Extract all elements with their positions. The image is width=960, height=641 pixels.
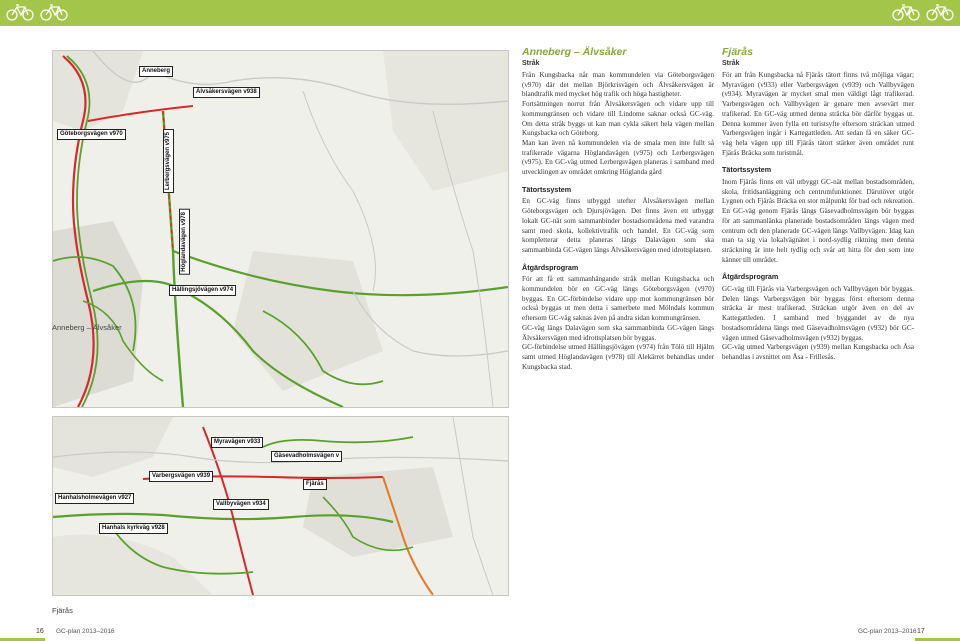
paragraph: För att få ett sammanhängande stråk mellan Kungsbacka och kommundelen bör en GC-väg längs Göteborgsvägen (v970) byggas. En GC-förbindelse vidare upp mot kommungränsen bör också byggas ut men detta i samerbete med Mölndals kommun eftersom GC-väg saknas även på andra sidan kommungränsen. (522, 275, 714, 323)
footer-text-right: GC-plan 2013–2016 (858, 628, 917, 635)
top-banner (0, 0, 960, 26)
map-graphic (53, 417, 508, 595)
road-label-varbergsvagen: Varbergsvägen v939 (149, 471, 213, 482)
road-label-goteborgsvagen: Göteborgsvägen v970 (57, 129, 126, 140)
paragraph: Man kan även nå kommundelen via de smala men inte fullt så trafikerade vägarna Höglandavägen (v975) och Lerbergsvägen (v975). En GC-väg utmed Lerbergsvägen planeras i samband med utvecklingen av området omkring Höglanda gård (522, 138, 714, 177)
bicycle-icon (892, 3, 920, 21)
footer-text-left: GC-plan 2013–2016 (56, 628, 115, 635)
road-label-alvsakersvagen: Älvsåkersvägen v938 (193, 87, 260, 98)
road-label-gasevadholmsvagen: Gäsevadholmsvägen v (271, 451, 342, 462)
subheading-atgardsprogram: Åtgärdsprogram (522, 262, 579, 272)
bicycle-icon (6, 3, 34, 21)
road-label-vallbyvagen: Vallbyvägen v934 (213, 499, 269, 510)
road-label-hanhalsholmevagen: Hanhalsholmevägen v927 (55, 493, 134, 504)
paragraph: GC-väg till Fjärås via Varbergsvägen och Vallbyvägen bör byggas. Delen längs Varbergsvägen bör byggas först eftersom denna sträcka är mest trafikerad. Sträckan utgör även en del av Kattegattleden. I samband med byggandet av de nya bostadsområdena längs med Gäsevadholmsvägen (v932) bör GC-vägen utmed Gäsevadholmsvägen (v932) byggas. (722, 285, 914, 342)
section-subtitle-strak: Stråk (722, 60, 740, 67)
paragraph: En GC-väg finns utbyggd utefter Älvsåkersvägen mellan Göteborgsvägen och Djursjövägen. Det finns även ett utbyggt lokalt GC-nät som sammanbinder bostadsområdena med varandra samt med skola, kollektivtrafik och handel. En GC-väg som kompletterar detta planeras längs Dalavägen som ska sammanbinda GC-vägen längs Älvsåkersvägen med idrottsplatsen. (522, 197, 714, 254)
text-column-anneberg (522, 71, 714, 372)
paragraph: GC-förbindelse utmed Hällingsjövägen (v974) från Tölö till Hjälm samt utmed Höglandavägen (v978) till Alekärret behandlas under Kungsbacka stad. (522, 343, 714, 371)
road-label-hallingsjovagen: Hällingsjövägen v974 (169, 285, 236, 296)
map-anneberg-alvsaker (52, 50, 509, 408)
paragraph: För att från Kungsbacka nå Fjärås tätort finns två möjliga vägar; Myravägen (v933) eller Varbergsvägen (v939) och Vallbyvägen (v934). Myravägen är mycket smal men väldigt lågt trafikerad. Varbergsvägen och Vallbyvägen är genare men avsevärt mer trafikerad. En GC-väg utmed denna sträcka bör därför byggas ut. Denna kommer även fylla ett turistsyfte eftersom sträckan utmed Varbergsvägen ingår i Kattegattleden. Att sedan få en säker GC-väg hela vägen upp till Fjärås tätort stärker även området runt Fjärås Bräcka som turistmål. (722, 71, 914, 157)
subheading-tatortssystem: Tätortssystem (722, 165, 772, 175)
road-label-hanhals-kyrkvag: Hanhals kyrkväg v928 (99, 523, 168, 534)
paragraph: GC-väg längs Dalavägen som ska sammanbinda GC-vägen längs Älvsåkersvägen med idrottsplatsen bör byggas. (522, 323, 714, 342)
page-number-left: 16 (36, 628, 44, 635)
road-label-fjaras: Fjärås (303, 479, 327, 490)
bicycle-icon (926, 3, 954, 21)
paragraph: GC-väg utmed Varbergsvägen (v939) mellan Kungsbacka och Åsa behandlas i avsnittet om Åsa - Frillesås. (722, 343, 914, 361)
section-subtitle-strak: Stråk (522, 60, 540, 67)
paragraph: Fortsättningen norrut från Älvsåkersvägen och vidare upp till kommungränsen och vidare till Lindome saknar också GC-väg. Om detta stråk byggs ut kan man cykla säkert hela vägen mellan Kungsbacka och Göteborg. (522, 100, 714, 138)
road-label-lerbergsvagen: Lerbergsvägen v975 (163, 129, 174, 193)
map-graphic (53, 51, 508, 407)
map-caption-top: Anneberg – Älvsåker (52, 323, 122, 332)
subheading-atgardsprogram: Åtgärdsprogram (722, 272, 779, 282)
section-title-anneberg: Anneberg – Älvsåker (522, 46, 627, 58)
bicycle-icon (40, 3, 68, 21)
road-label-myravagen: Myravägen v933 (211, 437, 263, 448)
text-column-fjaras (722, 71, 914, 363)
paragraph: Inom Fjärås finns ett väl utbyggt GC-nät mellan bostadsområden, skola, fritidsanläggning och centrumfunktioner. Därutöver utgör Lygnen och Fjärås Bräcka en stor målpunkt för bad och rekreation. En GC-väg genom Fjärås längs Gäsevadholmsvägen bör byggas för att sammanlänka planerade bostadsområden längs vägen med centrum och den planerade GC-vägen längs Vallbyvägen. Idag kan man ta sig via lokalvägnätet i nord-sydlig riktning men denna sträckning är inte helt tydlig och svår att hitta för den som inte känner till området. (722, 178, 914, 264)
page-number-right: 17 (917, 628, 925, 635)
section-title-fjaras: Fjärås (722, 46, 753, 58)
subheading-tatortssystem: Tätortssystem (522, 184, 572, 194)
map-caption-bottom: Fjärås (52, 606, 73, 615)
paragraph: Från Kungsbacka når man kommundelen via Göteborgsvägen (v970) där det mellan Björkrisvägen och Älvsåkersvägen är blandtrafik med mycket hög trafik och höga hastigheter. (522, 71, 714, 99)
road-label-anneberg: Anneberg (139, 66, 173, 77)
road-label-hoglandavagen: Höglandavägen v978 (179, 209, 190, 275)
map-fjaras (52, 416, 509, 596)
